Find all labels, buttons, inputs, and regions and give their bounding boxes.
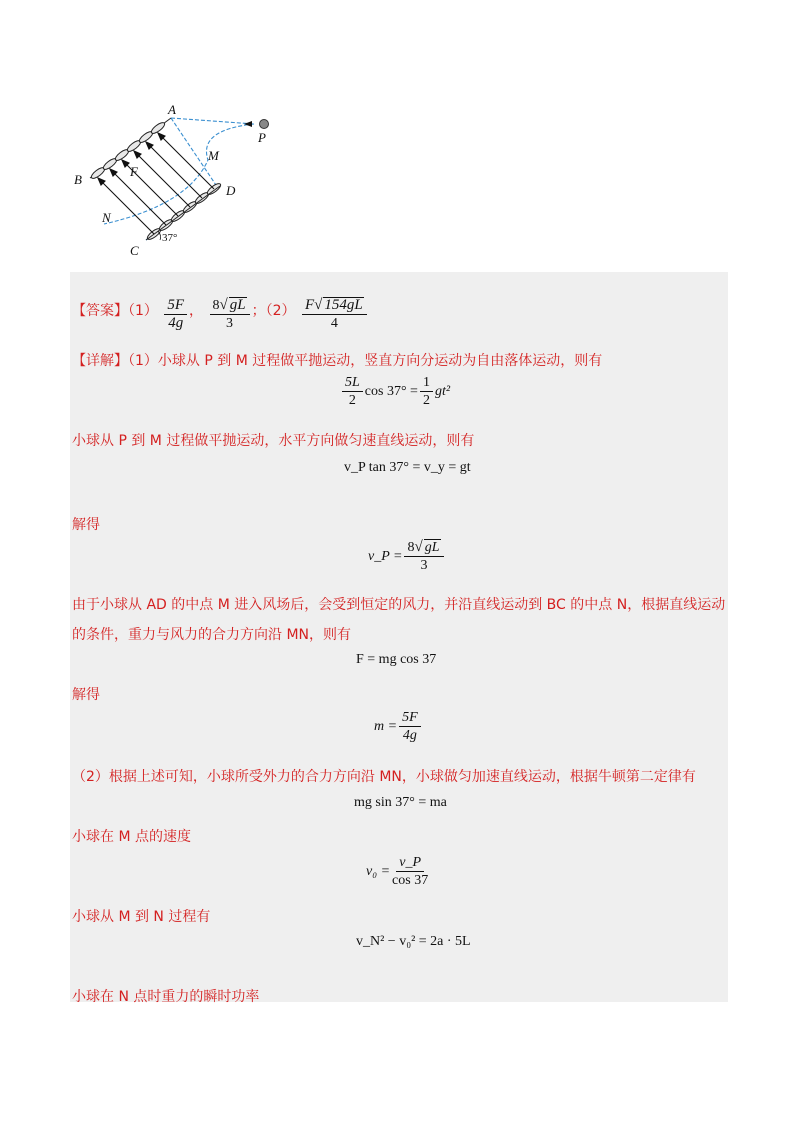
physics-diagram: [68, 100, 288, 265]
equation-2: v_P tan 37° = v_y = gt: [344, 460, 471, 475]
equation-4: F = mg cos 37: [356, 652, 437, 667]
detail-line-4b: 的条件，重力与风力的合力方向沿 MN，则有: [72, 627, 352, 643]
equation-7: v₀ = $\frac{v\_P}{\cos 37}$: [366, 855, 429, 888]
detail-line-9: 小球在 N 点时重力的瞬时功率: [72, 989, 260, 1005]
label-a: A: [168, 102, 176, 117]
equation-3: v_P = $\frac{8√ gL}{3}$: [368, 540, 446, 573]
detail-line-5: 解得: [72, 687, 100, 703]
label-f: F: [130, 164, 138, 179]
equation-6: mg sin 37° = ma: [354, 795, 447, 810]
detail-line-7: 小球在 M 点的速度: [72, 829, 191, 845]
detail-line-4a: 由于小球从 AD 的中点 M 进入风场后，会受到恒定的风力，并沿直线运动到 BC 的中点 N，根据直线运动: [72, 597, 726, 613]
detail-line-3: 解得: [72, 517, 100, 533]
answer-line: 【答案】（1） $\frac{5F}{4g}$ ， $\frac{8√ gL}{3}$ ；（2） $\frac{F√ 154gL}{4}$: [72, 300, 369, 337]
label-d: D: [226, 183, 236, 198]
detail-line-8: 小球从 M 到 N 过程有: [72, 909, 211, 925]
equation-1: $\frac{5L}{2}$ cos 37° = $\frac{1}{2}$ gt²: [340, 375, 450, 408]
label-n: N: [102, 210, 111, 225]
label-b: B: [74, 172, 82, 187]
label-m: M: [208, 148, 219, 163]
ball-p: [260, 120, 269, 129]
equation-5: m = $\frac{5F}{4g}$: [374, 710, 423, 743]
detail-line-6: （2）根据上述可知，小球所受外力的合力方向沿 MN，小球做匀加速直线运动，根据牛顿第二定律有: [72, 769, 696, 785]
label-c: C: [130, 243, 139, 258]
label-angle: 37°: [162, 232, 178, 244]
answer-tag: 【答案】: [72, 303, 128, 319]
label-p: P: [258, 130, 266, 145]
equation-8: v_N² − v₀² = 2a · 5L: [356, 934, 471, 949]
detail-line-1: 【详解】（1）小球从 P 到 M 过程做平抛运动，竖直方向分运动为自由落体运动，则有: [72, 353, 603, 369]
detail-line-2: 小球从 P 到 M 过程做平抛运动，水平方向做匀速直线运动，则有: [72, 433, 475, 449]
